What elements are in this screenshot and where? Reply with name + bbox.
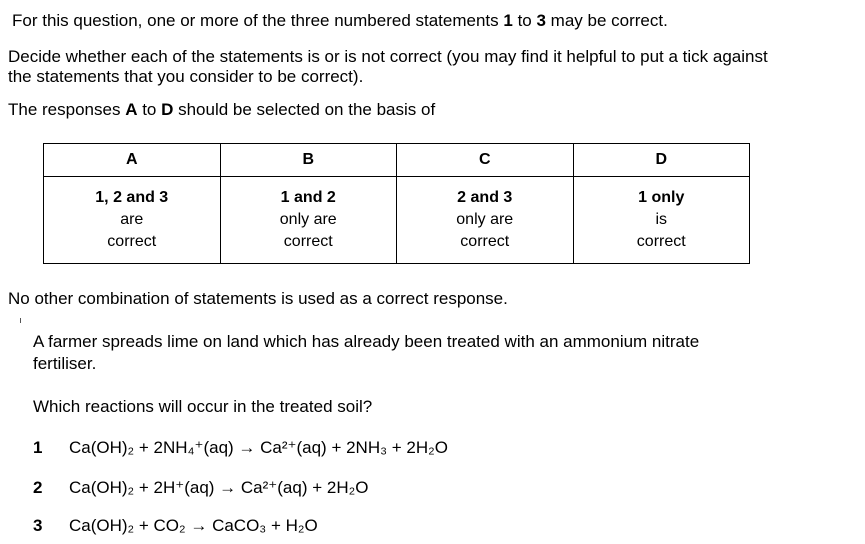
margin-mark [20,318,21,323]
statement-equation: Ca(OH)₂ + CO₂ → CaCO₃ + H₂O [69,516,318,535]
question-prompt: Which reactions will occur in the treated soil? [33,397,373,416]
question-line-1: A farmer spreads lime on land which has already been treated with an ammonium nitrate [33,332,700,351]
key-cell-c: 2 and 3 only are correct [397,177,574,264]
statement-3 [33,516,318,536]
question-line-2: fertiliser. [33,354,97,373]
statement-equation: Ca(OH)₂ + 2NH₄⁺(aq) → Ca²⁺(aq) + 2NH₃ + 2H₂O [69,438,448,457]
combination-note: No other combination of statements is used as a correct response. [8,289,508,308]
statement-1 [33,438,448,458]
key-cell-d: 1 only is correct [573,177,750,264]
intro-line-1: For this question, one or more of the three numbered statements 1 to 3 may be correct. [12,11,668,30]
statement-2 [33,478,368,498]
key-cell-a: 1, 2 and 3 are correct [44,177,221,264]
statement-equation: Ca(OH)₂ + 2H⁺(aq) → Ca²⁺(aq) + 2H₂O [69,478,369,497]
key-header-d: D [573,144,750,177]
intro-line-3: the statements that you consider to be correct). [8,67,364,86]
key-table-body-row [44,177,750,264]
key-header-b: B [220,144,397,177]
key-table-header-row [44,144,750,177]
intro-line-2: Decide whether each of the statements is or is not correct (you may find it helpful to put a tick against [8,47,768,66]
statement-number: 1 [33,438,43,457]
key-cell-b: 1 and 2 only are correct [220,177,397,264]
statement-number: 3 [33,516,43,535]
intro-line-4: The responses A to D should be selected on the basis of [8,100,436,119]
statement-number: 2 [33,478,43,497]
response-key-table [43,143,750,264]
key-header-c: C [397,144,574,177]
key-header-a: A [44,144,221,177]
